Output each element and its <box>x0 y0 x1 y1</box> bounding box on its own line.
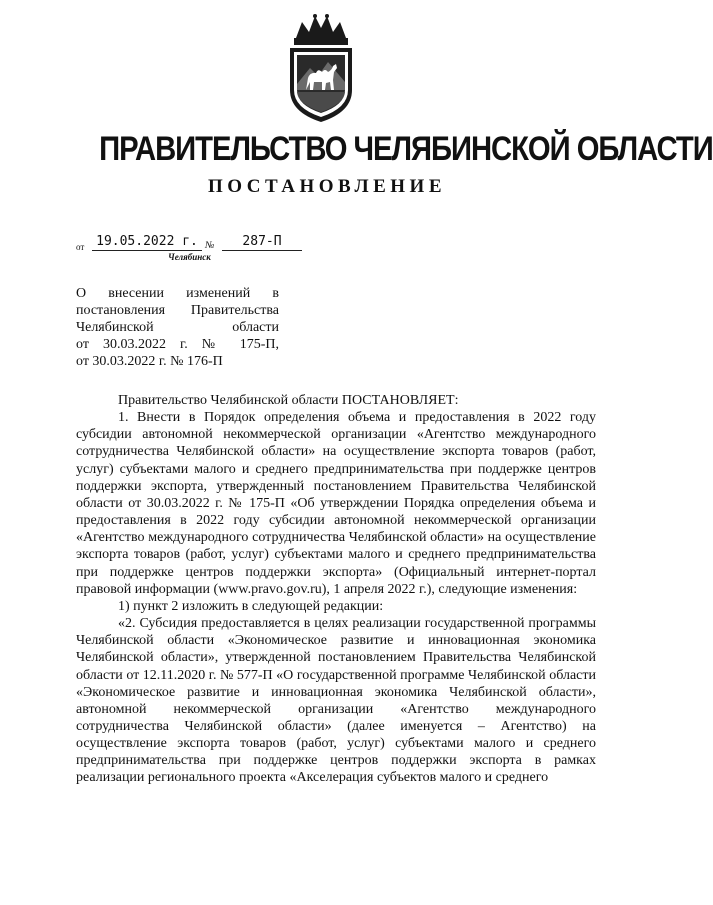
city-label: Челябинск <box>168 252 211 262</box>
paragraph-1: 1. Внести в Порядок определения объема и предоставления в 2022 году субсидии автономной некоммерческой организации «Агентство международного сотрудничества Челябинской области» на осуществление экспорта товаров (работ, услуг) субъектами малого и среднего предпринимательства при поддержке центров поддержки экспорта, утвержденный постановлением Правительства Челябинской области от 30.03.2022 г. № 175-П «Об утверждении Порядка определения объема и предоставления в 2022 году субсидии автономной некоммерческой организации «Агентство международного сотрудничества Челябинской области» на осуществление экспорта товаров (работ, услуг) субъектами малого и среднего предпринимательства при поддержке центров поддержки экспорта» (Официальный интернет-портал правовой информации (www.pravo.gov.ru), 1 апреля 2022 г.), следующие изменения: <box>76 410 596 597</box>
document-number: 287-П <box>222 234 302 251</box>
subject-line: от 30.03.2022 г. № 175-П, <box>76 337 279 352</box>
subject-line: О внесении изменений в <box>76 286 279 301</box>
subject-block <box>76 285 279 370</box>
date-prefix: от <box>76 242 85 252</box>
resolution-intro: Правительство Челябинской области ПОСТАНОВЛЯЕТ: <box>118 393 459 408</box>
subject-line: от 30.03.2022 г. № 176-П <box>76 354 223 369</box>
document-body <box>76 392 596 787</box>
subject-line: Челябинской области <box>76 320 279 335</box>
paragraph-2: 1) пункт 2 изложить в следующей редакции: <box>118 598 384 614</box>
document-type: ПОСТАНОВЛЕНИЕ <box>207 176 447 197</box>
paragraph-3: «2. Субсидия предоставляется в целях реализации государственной программы Челябинской области «Экономическое развитие и инновационная экономика Челябинской области», утвержденной постановлением Правительства Челябинской области от 12.11.2020 г. № 577-П «О государственной программе Челябинской области «Экономическое развитие и инновационная экономика Челябинской области», автономной некоммерческой организации «Агентство международного сотрудничества Челябинской области» (далее именуется – Агентство) на осуществление экспорта товаров (работ, услуг) субъектами малого и среднего предпринимательства при поддержке центров поддержки экспорта в рамках реализации регионального проекта «Акселерация субъектов малого и среднего <box>76 616 596 786</box>
coat-of-arms-icon <box>282 12 360 124</box>
document-date: 19.05.2022 г. <box>92 234 202 251</box>
subject-line: постановления Правительства <box>76 303 279 318</box>
government-title: ПРАВИТЕЛЬСТВО ЧЕЛЯБИНСКОЙ ОБЛАСТИ <box>99 130 713 168</box>
number-prefix: № <box>205 240 215 251</box>
